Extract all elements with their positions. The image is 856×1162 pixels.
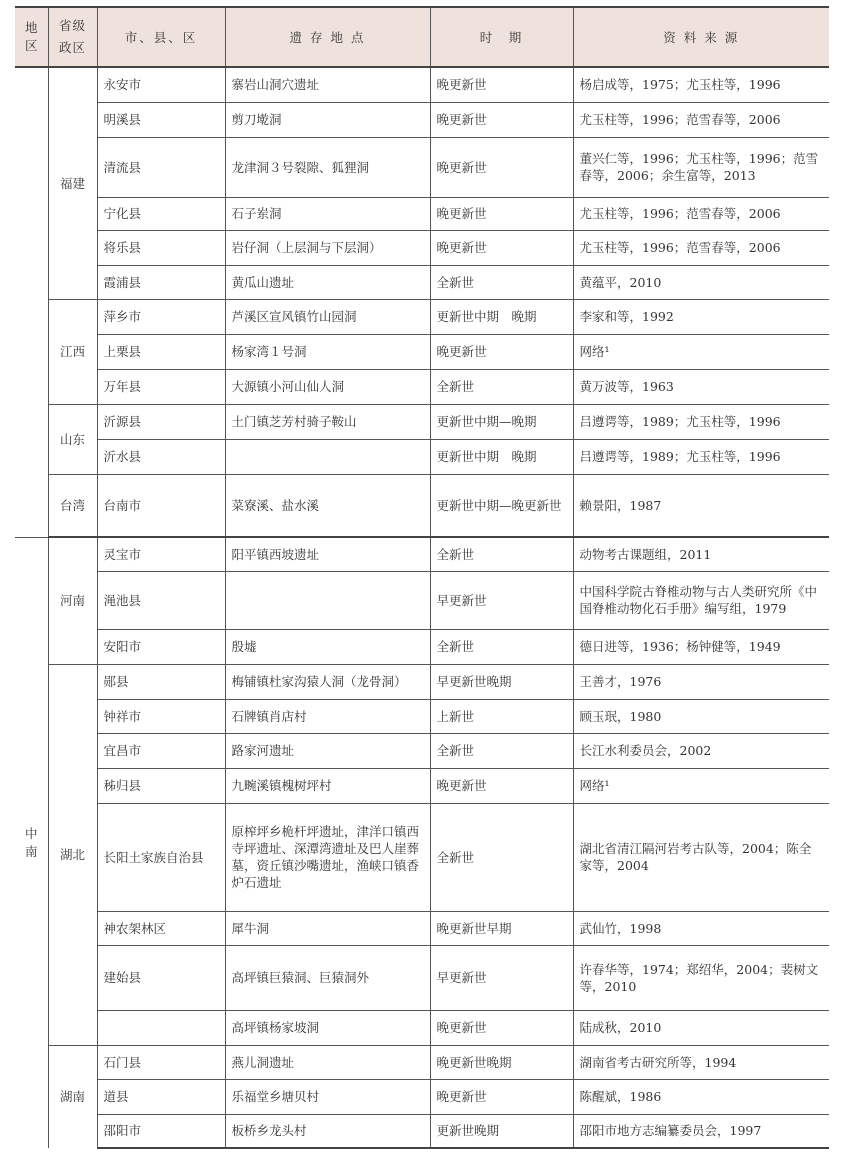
period-cell: 晚更新世早期 [430, 911, 573, 945]
site-cell: 殷墟 [225, 629, 430, 664]
source-cell: 吕遵谔等，1989；尤玉柱等，1996 [573, 439, 829, 474]
county-cell: 秭归县 [97, 768, 225, 803]
source-cell: 邵阳市地方志编纂委员会，1997 [573, 1114, 829, 1148]
source-cell: 陈醒斌，1986 [573, 1079, 829, 1114]
site-cell: 路家河遗址 [225, 733, 430, 768]
period-cell: 晚更新世 [430, 768, 573, 803]
province-cell: 山东 [48, 404, 97, 474]
source-cell: 赖景阳，1987 [573, 474, 829, 537]
period-cell: 更新世晚期 [430, 1114, 573, 1148]
table-row [15, 197, 829, 230]
period-cell: 晚更新世 [430, 1010, 573, 1045]
source-cell: 许春华等，1974；郑绍华，2004；裴树文等，2010 [573, 945, 829, 1010]
province-cell: 河南 [48, 537, 97, 664]
province-cell: 福建 [48, 67, 97, 299]
fossil-sites-table [15, 6, 829, 1149]
period-cell: 全新世 [430, 265, 573, 299]
source-cell: 中国科学院古脊椎动物与古人类研究所《中国脊椎动物化石手册》编写组，1979 [573, 571, 829, 629]
site-cell [225, 571, 430, 629]
table-row [15, 733, 829, 768]
table-row [15, 1010, 829, 1045]
source-cell: 杨启成等，1975；尤玉柱等，1996 [573, 67, 829, 102]
page [15, 6, 829, 1149]
table-row [15, 1045, 829, 1079]
period-cell: 晚更新世 [430, 137, 573, 197]
county-cell: 钟祥市 [97, 699, 225, 733]
header-row [15, 7, 829, 67]
source-cell: 网络¹ [573, 334, 829, 369]
period-cell: 更新世中期 晚期 [430, 299, 573, 334]
site-cell: 原榨坪乡桅杆坪遗址，津洋口镇西寺坪遗址、深潭湾遗址及巴人崖葬墓，资丘镇沙嘴遗址，渔峡口镇香炉石遗址 [225, 803, 430, 911]
site-cell: 阳平镇西坡遗址 [225, 537, 430, 571]
county-cell: 上栗县 [97, 334, 225, 369]
period-cell: 早更新世晚期 [430, 664, 573, 699]
region-cell [15, 67, 48, 537]
county-cell: 灵宝市 [97, 537, 225, 571]
period-cell: 晚更新世 [430, 102, 573, 137]
table-row [15, 137, 829, 197]
county-cell: 沂水县 [97, 439, 225, 474]
site-cell: 梅铺镇杜家沟猿人洞（龙骨洞） [225, 664, 430, 699]
source-cell: 湖北省清江隔河岩考古队等，2004；陈全家等，2004 [573, 803, 829, 911]
source-cell: 网络¹ [573, 768, 829, 803]
county-cell [97, 1010, 225, 1045]
source-cell: 董兴仁等，1996；尤玉柱等，1996；范雪春等，2006；余生富等，2013 [573, 137, 829, 197]
table-row [15, 1114, 829, 1148]
site-cell: 龙津洞３号裂隙、狐狸洞 [225, 137, 430, 197]
region-cell [15, 537, 48, 1148]
source-cell: 黄蕴平，2010 [573, 265, 829, 299]
site-cell: 剪刀墘洞 [225, 102, 430, 137]
source-cell: 长江水利委员会，2002 [573, 733, 829, 768]
period-cell: 晚更新世 [430, 334, 573, 369]
source-cell: 李家和等，1992 [573, 299, 829, 334]
site-cell [225, 439, 430, 474]
site-cell: 黄瓜山遗址 [225, 265, 430, 299]
county-cell: 将乐县 [97, 230, 225, 265]
site-cell: 高坪镇巨猿洞、巨猿洞外 [225, 945, 430, 1010]
source-cell: 湖南省考古研究所等，1994 [573, 1045, 829, 1079]
province-cell: 江西 [48, 299, 97, 404]
table-row [15, 1079, 829, 1114]
province-cell: 湖北 [48, 664, 97, 1045]
header-province: 省级政区 [48, 7, 97, 67]
source-cell: 王善才，1976 [573, 664, 829, 699]
header-site: 遗 存 地 点 [225, 7, 430, 67]
county-cell: 神农架林区 [97, 911, 225, 945]
county-cell: 明溪县 [97, 102, 225, 137]
site-cell: 犀牛洞 [225, 911, 430, 945]
table-row [15, 474, 829, 537]
site-cell: 乐福堂乡塘贝村 [225, 1079, 430, 1114]
period-cell: 全新世 [430, 803, 573, 911]
period-cell: 全新世 [430, 629, 573, 664]
table-row [15, 102, 829, 137]
table-row [15, 265, 829, 299]
table-row [15, 768, 829, 803]
period-cell: 晚更新世 [430, 230, 573, 265]
period-cell: 更新世中期—晚更新世 [430, 474, 573, 537]
province-cell: 湖南 [48, 1045, 97, 1148]
period-cell: 早更新世 [430, 571, 573, 629]
source-cell: 吕遵谔等，1989；尤玉柱等，1996 [573, 404, 829, 439]
period-cell: 晚更新世 [430, 1079, 573, 1114]
site-cell: 菜寮溪、盐水溪 [225, 474, 430, 537]
header-county: 市、县、区 [97, 7, 225, 67]
period-cell: 全新世 [430, 733, 573, 768]
period-cell: 全新世 [430, 537, 573, 571]
region-name: 中南 [24, 825, 38, 859]
county-cell: 霞浦县 [97, 265, 225, 299]
table-row [15, 945, 829, 1010]
table-row [15, 664, 829, 699]
county-cell: 长阳土家族自治县 [97, 803, 225, 911]
period-cell: 全新世 [430, 369, 573, 404]
site-cell: 石牌镇肖店村 [225, 699, 430, 733]
table-row [15, 699, 829, 733]
period-cell: 上新世 [430, 699, 573, 733]
site-cell: 岩仔洞（上层洞与下层洞） [225, 230, 430, 265]
county-cell: 清流县 [97, 137, 225, 197]
county-cell: 沂源县 [97, 404, 225, 439]
county-cell: 安阳市 [97, 629, 225, 664]
period-cell: 早更新世 [430, 945, 573, 1010]
source-cell: 尤玉柱等，1996；范雪春等，2006 [573, 197, 829, 230]
site-cell: 寨岩山洞穴遗址 [225, 67, 430, 102]
site-cell: 芦溪区宣风镇竹山园洞 [225, 299, 430, 334]
site-cell: 杨家湾１号洞 [225, 334, 430, 369]
county-cell: 石门县 [97, 1045, 225, 1079]
source-cell: 尤玉柱等，1996；范雪春等，2006 [573, 102, 829, 137]
source-cell: 陆成秋，2010 [573, 1010, 829, 1045]
period-cell: 晚更新世 [430, 197, 573, 230]
county-cell: 邵阳市 [97, 1114, 225, 1148]
province-cell: 台湾 [48, 474, 97, 537]
table-row [15, 629, 829, 664]
table-row [15, 67, 829, 102]
period-cell: 晚更新世晚期 [430, 1045, 573, 1079]
table-row [15, 299, 829, 334]
table-row [15, 404, 829, 439]
source-cell: 尤玉柱等，1996；范雪春等，2006 [573, 230, 829, 265]
county-cell: 宜昌市 [97, 733, 225, 768]
site-cell: 燕儿洞遗址 [225, 1045, 430, 1079]
county-cell: 萍乡市 [97, 299, 225, 334]
table-row [15, 803, 829, 911]
source-cell: 黄万波等，1963 [573, 369, 829, 404]
header-period: 时 期 [430, 7, 573, 67]
county-cell: 永安市 [97, 67, 225, 102]
source-cell: 德日进等，1936；杨钟健等，1949 [573, 629, 829, 664]
source-cell: 武仙竹，1998 [573, 911, 829, 945]
county-cell: 万年县 [97, 369, 225, 404]
period-cell: 更新世中期—晚期 [430, 404, 573, 439]
county-cell: 道县 [97, 1079, 225, 1114]
site-cell: 大源镇小河山仙人洞 [225, 369, 430, 404]
county-cell: 郧县 [97, 664, 225, 699]
site-cell: 板桥乡龙头村 [225, 1114, 430, 1148]
period-cell: 晚更新世 [430, 67, 573, 102]
table-row [15, 334, 829, 369]
table-row [15, 571, 829, 629]
header-source: 资 料 来 源 [573, 7, 829, 67]
site-cell: 土门镇芝芳村骑子鞍山 [225, 404, 430, 439]
source-cell: 动物考古课题组，2011 [573, 537, 829, 571]
county-cell: 台南市 [97, 474, 225, 537]
table-row [15, 439, 829, 474]
table-row [15, 537, 829, 571]
site-cell: 九畹溪镇槐树坪村 [225, 768, 430, 803]
table-row [15, 911, 829, 945]
table-row [15, 369, 829, 404]
period-cell: 更新世中期 晚期 [430, 439, 573, 474]
table-body [15, 67, 829, 1148]
table-row [15, 230, 829, 265]
header-region: 地区 [15, 7, 48, 67]
site-cell: 石子岽洞 [225, 197, 430, 230]
county-cell: 建始县 [97, 945, 225, 1010]
source-cell: 顾玉珉，1980 [573, 699, 829, 733]
county-cell: 宁化县 [97, 197, 225, 230]
county-cell: 渑池县 [97, 571, 225, 629]
site-cell: 高坪镇杨家坡洞 [225, 1010, 430, 1045]
